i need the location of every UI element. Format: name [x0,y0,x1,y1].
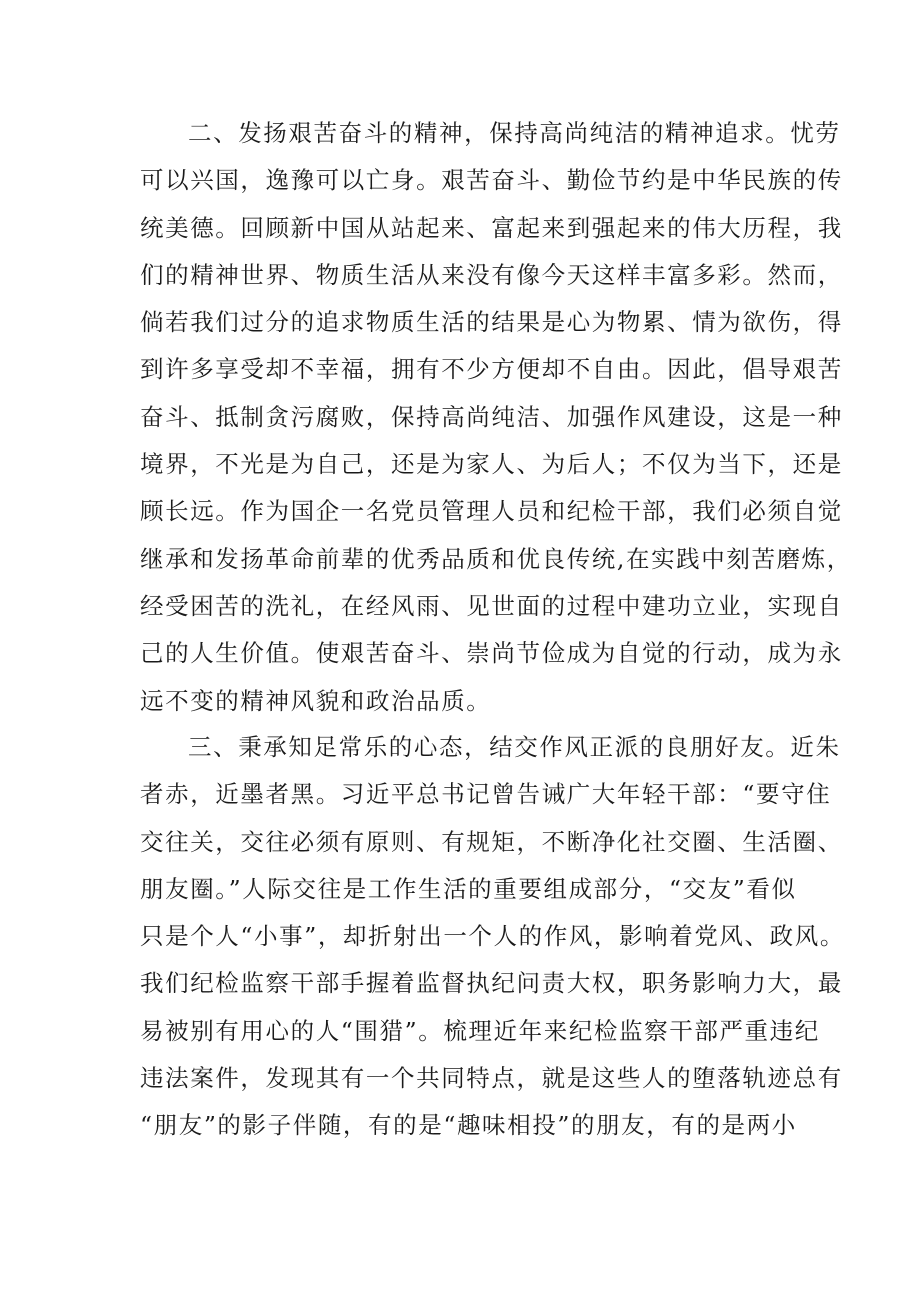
text-line: 远不变的精神风貌和政治品质。 [140,686,492,715]
text-line: 易被别有用心的人“围猎”。梳理近年来纪检监察干部严重违纪 [140,1016,820,1045]
text-line: 顾长远。作为国企一名党员管理人员和纪检干部，我们必须自觉 [140,497,843,526]
text-line: “朋友”的影子伴随，有的是“趣味相投”的朋友，有的是两小 [140,1111,797,1140]
text-line: 违法案件，发现其有一个共同特点，就是这些人的堕落轨迹总有 [140,1064,843,1093]
paragraph-section-two [140,110,852,725]
text-line: 们的精神世界、物质生活从来没有像今天这样丰富多彩。然而， [140,260,843,289]
text-line: 继承和发扬革命前辈的优秀品质和优良传统,在实践中刻苦磨炼， [140,544,852,573]
text-line: 境界，不光是为自己，还是为家人、为后人；不仅为当下，还是 [140,450,843,479]
text-line: 奋斗、抵制贪污腐败，保持高尚纯洁、加强作风建设，这是一种 [140,402,843,431]
text-line: 己的人生价值。使艰苦奋斗、崇尚节俭成为自觉的行动，成为永 [140,639,843,668]
text-line: 到许多享受却不幸福，拥有不少方便却不自由。因此，倡导艰苦 [140,355,843,384]
text-line: 只是个人“小事”，却折射出一个人的作风，影响着党风、政风。 [140,922,845,951]
text-line: 我们纪检监察干部手握着监督执纪问责大权，职务影响力大，最 [140,969,843,998]
text-line: 可以兴国，逸豫可以亡身。艰苦奋斗、勤俭节约是中华民族的传 [140,166,843,195]
text-line: 统美德。回顾新中国从站起来、富起来到强起来的伟大历程，我 [140,213,843,242]
text-line: 二、发扬艰苦奋斗的精神，保持高尚纯洁的精神追求。忧劳 [188,119,841,147]
text-line: 朋友圈。”人际交往是工作生活的重要组成部分，“交友”看似 [140,874,797,903]
text-line: 交往关，交往必须有原则、有规矩，不断净化社交圈、生活圈、 [140,827,843,856]
paragraph-section-three [140,724,845,1150]
text-line: 三、秉承知足常乐的心态，结交作风正派的良朋好友。近朱 [188,733,841,761]
text-line: 倘若我们过分的追求物质生活的结果是心为物累、情为欲伤，得 [140,308,843,337]
text-line: 者赤，近墨者黑。习近平总书记曾告诫广大年轻干部：“要守住 [140,780,832,809]
text-line: 经受困苦的洗礼，在经风雨、见世面的过程中建功立业，实现自 [140,591,843,620]
